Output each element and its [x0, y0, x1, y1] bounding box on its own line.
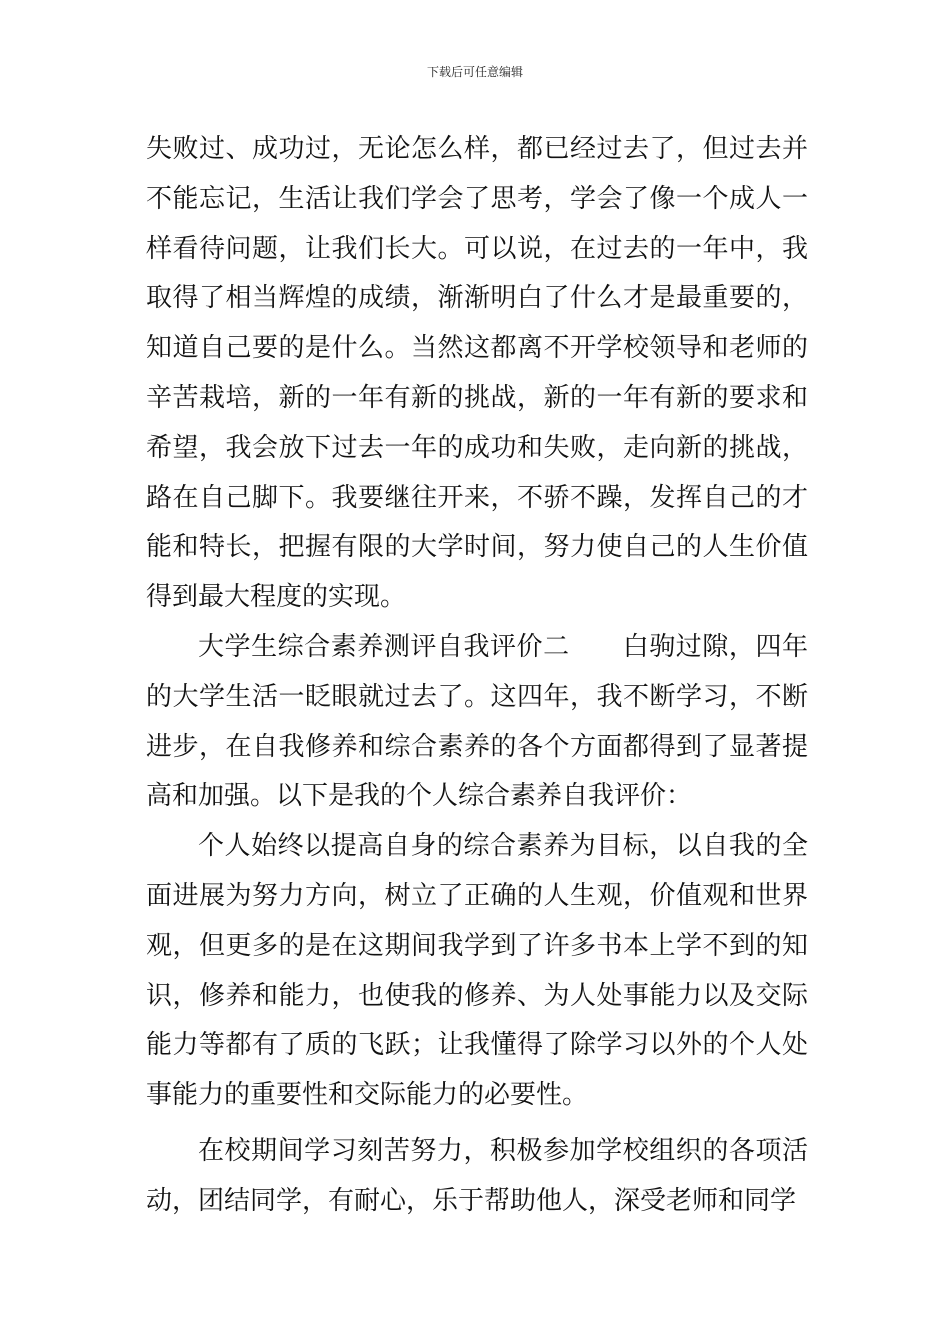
paragraph-continued: 失败过、成功过，无论怎么样，都已经过去了，但过去并不能忘记，生活让我们学会了思考，学会了像一个成人一样看待问题，让我们长大。可以说，在过去的一年中，我取得了相当辉煌的成绩，渐渐明白了什么才是最重要的，知道自己要的是什么。当然这都离不开学校领导和老师的辛苦栽培，新的一年有新的挑战，新的一年有新的要求和希望，我会放下过去一年的成功和失败，走向新的挑战，路在自己脚下。我要继往开来，不骄不躁，发挥自己的才能和特长，把握有限的大学时间，努力使自己的人生价值得到最大程度的实现。: [146, 134, 808, 613]
page-header: 下载后可任意编辑: [426, 65, 523, 79]
paragraph-personal-growth: 个人始终以提高自身的综合素养为目标，以自我的全面进展为努力方向，树立了正确的人生观，价值观和世界观，但更多的是在这期间我学到了许多书本上学不到的知识，修养和能力，也使我的修养、为人处事能力以及交际能力等都有了质的飞跃；让我懂得了除学习以外的个人处事能力的重要性和交际能力的必要性。: [146, 831, 808, 1111]
document-body: [146, 125, 808, 1227]
paragraph-section-two: 大学生综合素养测评自我评价二 白驹过隙，四年的大学生活一眨眼就过去了。这四年，我不断学习，不断进步，在自我修养和综合素养的各个方面都得到了显著提高和加强。以下是我的个人综合素养自我评价：: [146, 631, 808, 812]
paragraph-school-activities: 在校期间学习刻苦努力，积极参加学校组织的各项活动，团结同学，有耐心，乐于帮助他人，深受老师和同学: [146, 1135, 808, 1216]
